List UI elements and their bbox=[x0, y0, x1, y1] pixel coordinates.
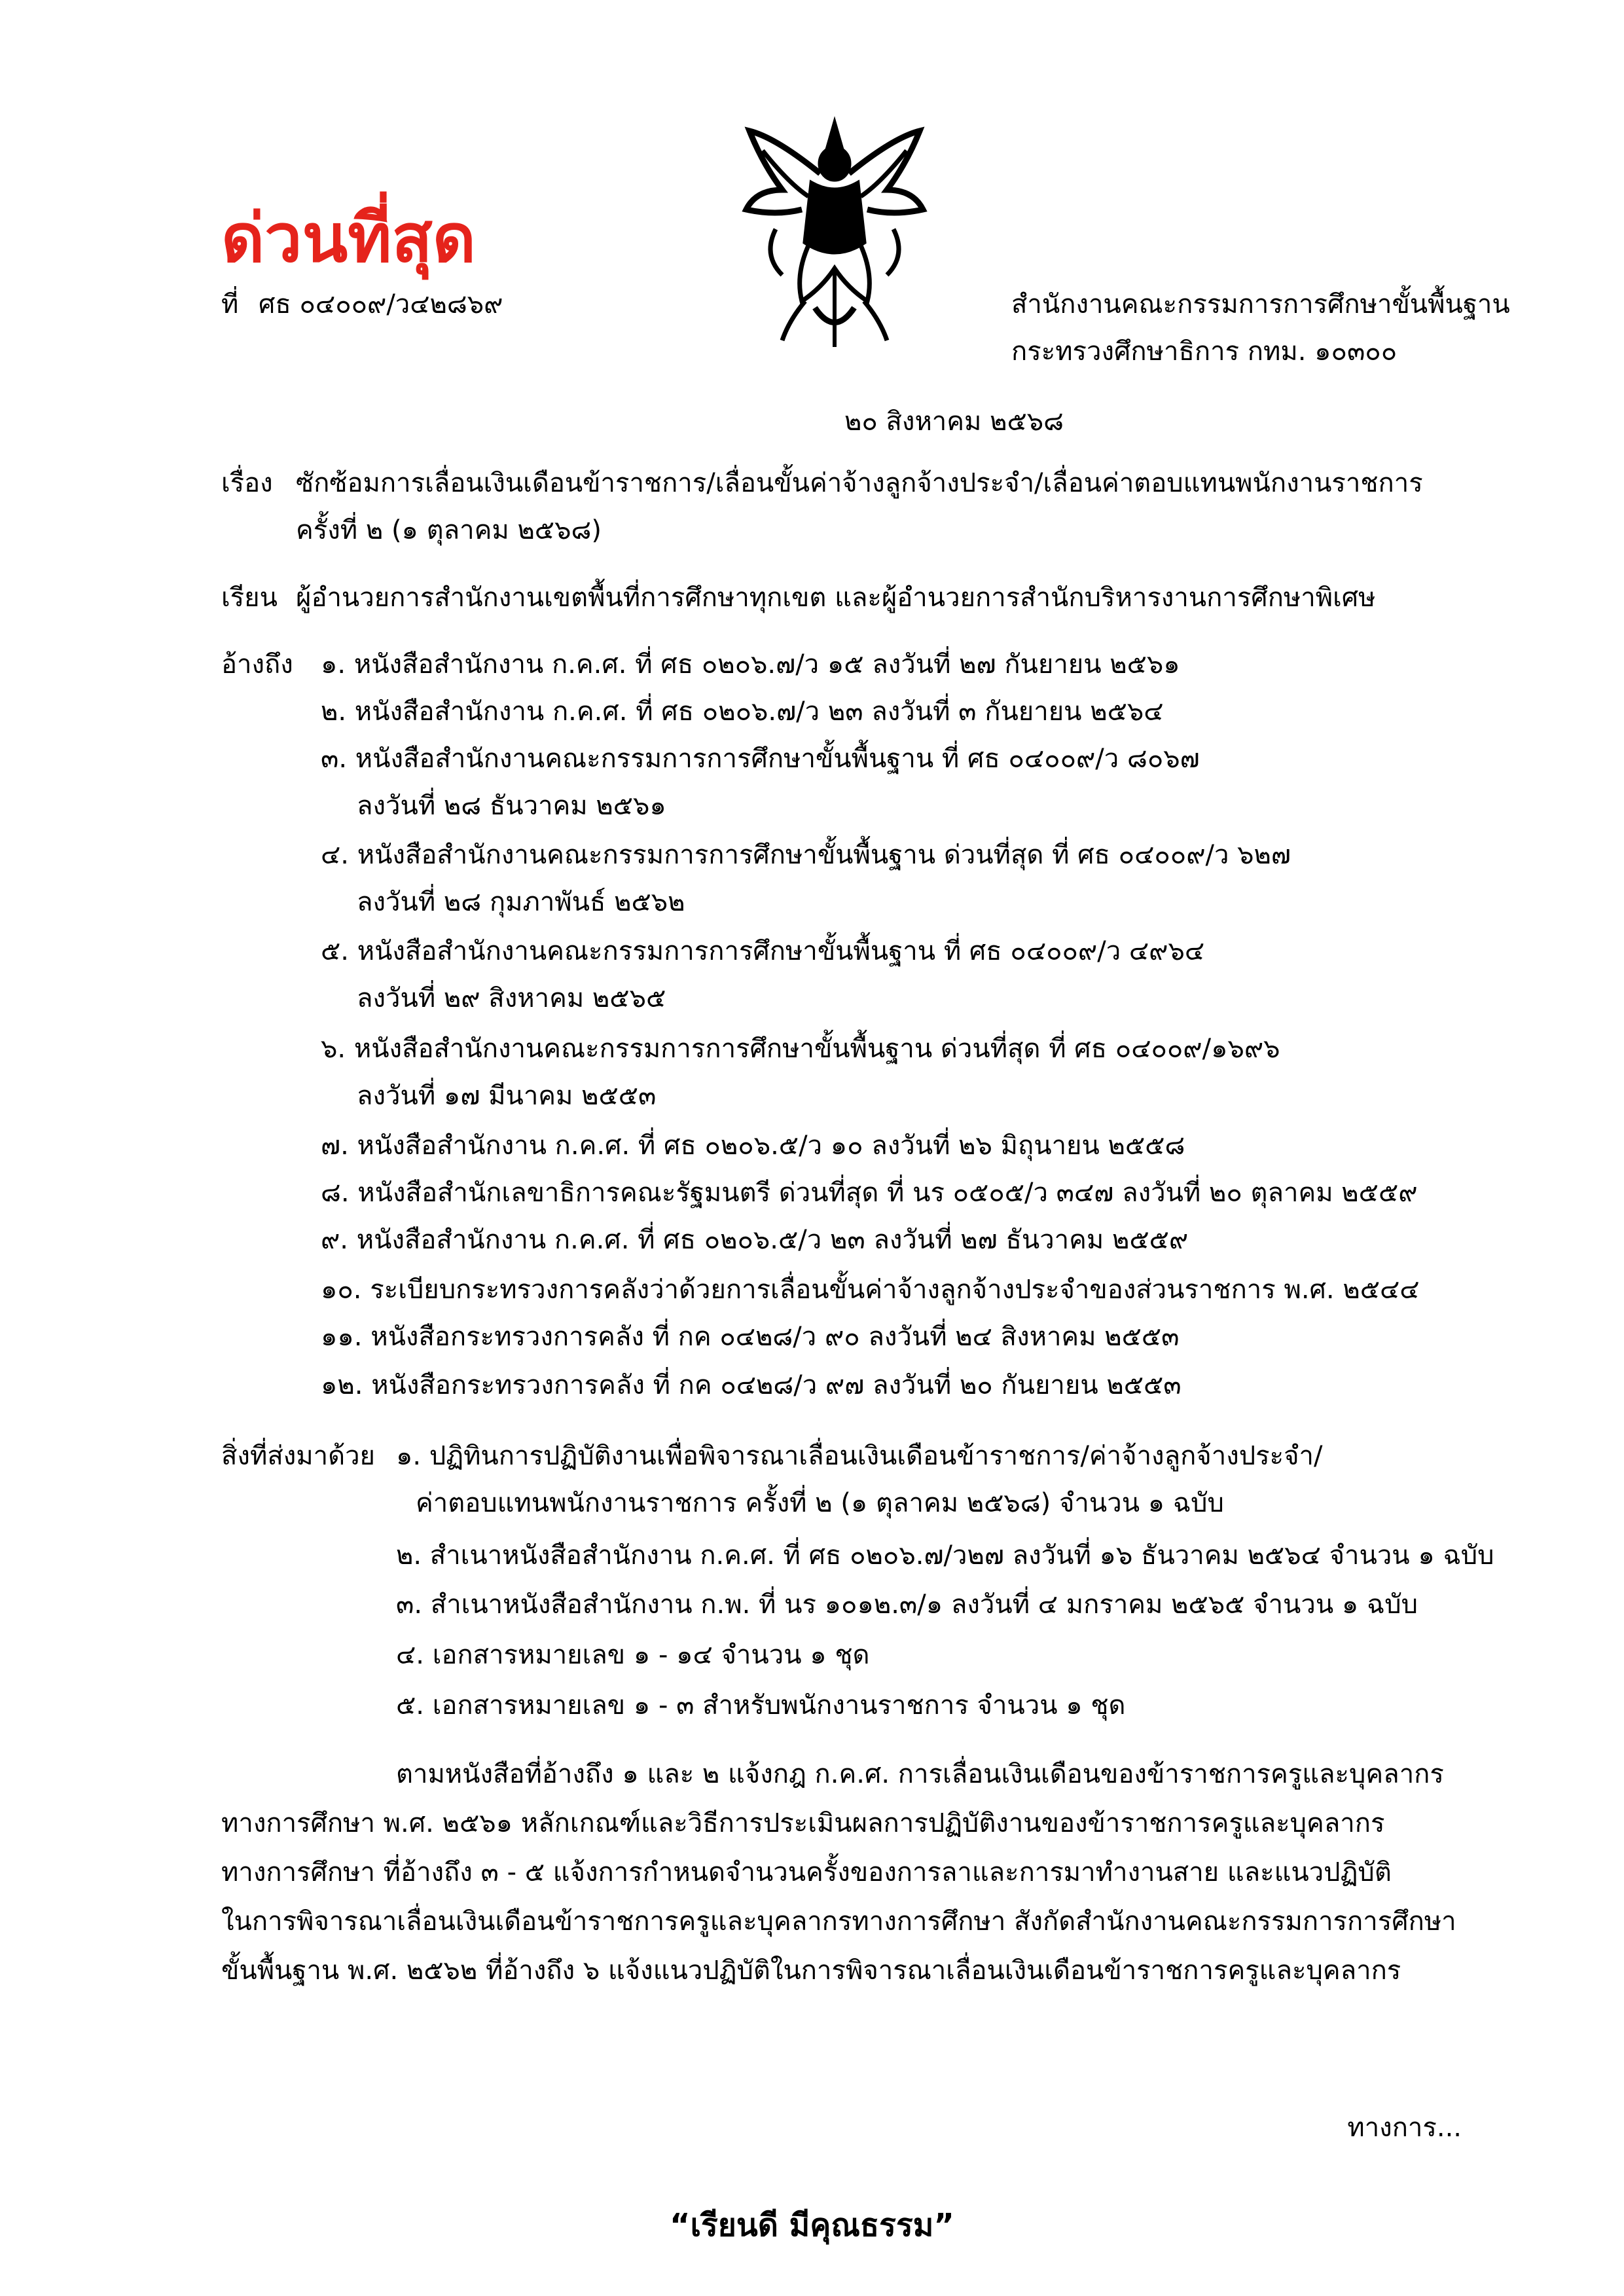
reference-item: ๖. หนังสือสำนักงานคณะกรรมการการศึกษาขั้นพื้นฐาน ด่วนที่สุด ที่ ศธ ๐๔๐๐๙/๑๖๙๖ bbox=[321, 1034, 1280, 1064]
enclosures-label: สิ่งที่ส่งมาด้วย bbox=[221, 1441, 375, 1471]
references-label: อ้างถึง bbox=[221, 649, 293, 680]
enclosure-item: ๓. สำเนาหนังสือสำนักงาน ก.พ. ที่ นร ๑๐๑๒.๓/๑ ลงวันที่ ๔ มกราคม ๒๕๖๕ จำนวน ๑ ฉบับ bbox=[396, 1590, 1418, 1620]
body-line: ทางการศึกษา พ.ศ. ๒๕๖๑ หลักเกณฑ์และวิธีการประเมินผลการปฏิบัติงานของข้าราชการครูและบุคลากร bbox=[221, 1808, 1385, 1838]
body-line: ขั้นพื้นฐาน พ.ศ. ๒๕๖๒ ที่อ้างถึง ๖ แจ้งแนวปฏิบัติในการพิจารณาเลื่อนเงินเดือนข้าราชการครูและบุคลากร bbox=[221, 1956, 1401, 1986]
reference-item-cont: ลงวันที่ ๑๗ มีนาคม ๒๕๕๓ bbox=[357, 1081, 657, 1111]
enclosure-item: ๒. สำเนาหนังสือสำนักงาน ก.ค.ศ. ที่ ศธ ๐๒๐๖.๗/ว๒๗ ลงวันที่ ๑๖ ธันวาคม ๒๕๖๔ จำนวน ๑ ฉบับ bbox=[396, 1540, 1494, 1571]
agency-address: กระทรวงศึกษาธิการ กทม. ๑๐๓๐๐ bbox=[1011, 337, 1398, 367]
reference-item: ๗. หนังสือสำนักงาน ก.ค.ศ. ที่ ศธ ๐๒๐๖.๕/ว ๑๐ ลงวันที่ ๒๖ มิถุนายน ๒๕๕๘ bbox=[321, 1131, 1185, 1161]
body-line: ในการพิจารณาเลื่อนเงินเดือนข้าราชการครูและบุคลากรทางการศึกษา สังกัดสำนักงานคณะกรรมการการศึกษา bbox=[221, 1906, 1456, 1937]
subject-label: เรื่อง bbox=[221, 468, 273, 498]
enclosure-item-cont: ค่าตอบแทนพนักงานราชการ ครั้งที่ ๒ (๑ ตุลาคม ๒๕๖๘) จำนวน ๑ ฉบับ bbox=[416, 1488, 1224, 1518]
reference-item: ๑๒. หนังสือกระทรวงการคลัง ที่ กค ๐๔๒๘/ว ๙๗ ลงวันที่ ๒๐ กันยายน ๒๕๕๓ bbox=[321, 1370, 1182, 1400]
reference-item: ๕. หนังสือสำนักงานคณะกรรมการการศึกษาขั้นพื้นฐาน ที่ ศธ ๐๔๐๐๙/ว ๔๙๖๔ bbox=[321, 936, 1205, 966]
subject-line-2: ครั้งที่ ๒ (๑ ตุลาคม ๒๕๖๘) bbox=[296, 515, 602, 545]
footer-slogan: “เรียนดี มีคุณธรรม” bbox=[670, 2207, 954, 2244]
body-line: ตามหนังสือที่อ้างถึง ๑ และ ๒ แจ้งกฎ ก.ค.ศ. การเลื่อนเงินเดือนของข้าราชการครูและบุคลากร bbox=[396, 1759, 1444, 1789]
subject-line-1: ซักซ้อมการเลื่อนเงินเดือนข้าราชการ/เลื่อนขั้นค่าจ้างลูกจ้างประจำ/เลื่อนค่าตอบแทนพนักงานราชการ bbox=[296, 468, 1423, 498]
reference-item: ๘. หนังสือสำนักเลขาธิการคณะรัฐมนตรี ด่วนที่สุด ที่ นร ๐๕๐๕/ว ๓๔๗ ลงวันที่ ๒๐ ตุลาคม ๒๕๕๙ bbox=[321, 1178, 1418, 1208]
enclosure-item: ๑. ปฏิทินการปฏิบัติงานเพื่อพิจารณาเลื่อนเงินเดือนข้าราชการ/ค่าจ้างลูกจ้างประจำ/ bbox=[396, 1441, 1323, 1471]
continuation-marker: ทางการ... bbox=[1347, 2113, 1462, 2143]
reference-item: ๑๐. ระเบียบกระทรวงการคลังว่าด้วยการเลื่อนขั้นค่าจ้างลูกจ้างประจำของส่วนราชการ พ.ศ. ๒๕๔๔ bbox=[321, 1275, 1420, 1305]
reference-item: ๒. หนังสือสำนักงาน ก.ค.ศ. ที่ ศธ ๐๒๐๖.๗/ว ๒๓ ลงวันที่ ๓ กันยายน ๒๕๖๔ bbox=[321, 697, 1164, 727]
enclosure-item: ๔. เอกสารหมายเลข ๑ - ๑๔ จำนวน ๑ ชุด bbox=[396, 1640, 870, 1670]
reference-item-cont: ลงวันที่ ๒๘ กุมภาพันธ์ ๒๕๖๒ bbox=[357, 887, 685, 917]
document-date: ๒๐ สิงหาคม ๒๕๖๘ bbox=[844, 407, 1064, 437]
doc-number-label: ที่ bbox=[221, 289, 239, 319]
enclosure-item: ๕. เอกสารหมายเลข ๑ - ๓ สำหรับพนักงานราชการ จำนวน ๑ ชุด bbox=[396, 1690, 1126, 1721]
reference-item: ๙. หนังสือสำนักงาน ก.ค.ศ. ที่ ศธ ๐๒๐๖.๕/ว ๒๓ ลงวันที่ ๒๗ ธันวาคม ๒๕๕๙ bbox=[321, 1225, 1189, 1255]
agency-name: สำนักงานคณะกรรมการการศึกษาขั้นพื้นฐาน bbox=[1011, 289, 1510, 319]
reference-item: ๓. หนังสือสำนักงานคณะกรรมการการศึกษาขั้นพื้นฐาน ที่ ศธ ๐๔๐๐๙/ว ๘๐๖๗ bbox=[321, 744, 1200, 774]
reference-item: ๔. หนังสือสำนักงานคณะกรรมการการศึกษาขั้นพื้นฐาน ด่วนที่สุด ที่ ศธ ๐๔๐๐๙/ว ๖๒๗ bbox=[321, 840, 1291, 870]
body-line: ทางการศึกษา ที่อ้างถึง ๓ - ๕ แจ้งการกำหนดจำนวนครั้งของการลาและการมาทำงานสาย และแนวปฏิบัติ bbox=[221, 1857, 1392, 1887]
reference-item: ๑. หนังสือสำนักงาน ก.ค.ศ. ที่ ศธ ๐๒๐๖.๗/ว ๑๕ ลงวันที่ ๒๗ กันยายน ๒๕๖๑ bbox=[321, 649, 1180, 680]
garuda-emblem bbox=[736, 111, 933, 354]
urgency-stamp: ด่วนที่สุด bbox=[221, 200, 476, 278]
reference-item-cont: ลงวันที่ ๒๘ ธันวาคม ๒๕๖๑ bbox=[357, 791, 666, 821]
reference-item: ๑๑. หนังสือกระทรวงการคลัง ที่ กค ๐๔๒๘/ว ๙๐ ลงวันที่ ๒๔ สิงหาคม ๒๕๕๓ bbox=[321, 1322, 1180, 1352]
recipient: ผู้อำนวยการสำนักงานเขตพื้นที่การศึกษาทุกเขต และผู้อำนวยการสำนักบริหารงานการศึกษาพิเศษ bbox=[296, 583, 1376, 613]
doc-number: ศธ ๐๔๐๐๙/ว๔๒๘๖๙ bbox=[259, 289, 503, 319]
reference-item-cont: ลงวันที่ ๒๙ สิงหาคม ๒๕๖๕ bbox=[357, 983, 666, 1013]
recipient-label: เรียน bbox=[221, 583, 278, 613]
